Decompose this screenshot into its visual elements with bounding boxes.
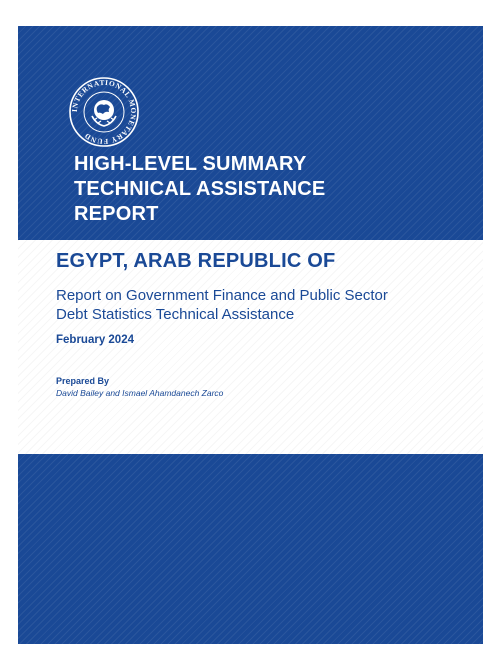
country-name: EGYPT, ARAB REPUBLIC OF: [56, 250, 336, 272]
subtitle-line: Debt Statistics Technical Assistance: [56, 306, 295, 323]
report-date: February 2024: [56, 334, 134, 346]
report-type-title: [74, 152, 474, 227]
report-type-line: REPORT: [74, 203, 159, 225]
report-subtitle: [56, 286, 456, 324]
subtitle-line: Report on Government Finance and Public Sector: [56, 287, 388, 304]
prepared-by-names: David Bailey and Ismael Ahamdanech Zarco: [56, 388, 224, 398]
title-band: [18, 26, 483, 240]
prepared-by-label: Prepared By: [56, 376, 110, 386]
footer-band: [18, 454, 483, 644]
report-type-line: TECHNICAL ASSISTANCE: [74, 178, 326, 200]
seal-lettering: INTERNATIONAL MONETARY FUND: [69, 77, 139, 147]
report-type-line: HIGH-LEVEL SUMMARY: [74, 153, 307, 175]
imf-seal-icon: [68, 76, 140, 148]
